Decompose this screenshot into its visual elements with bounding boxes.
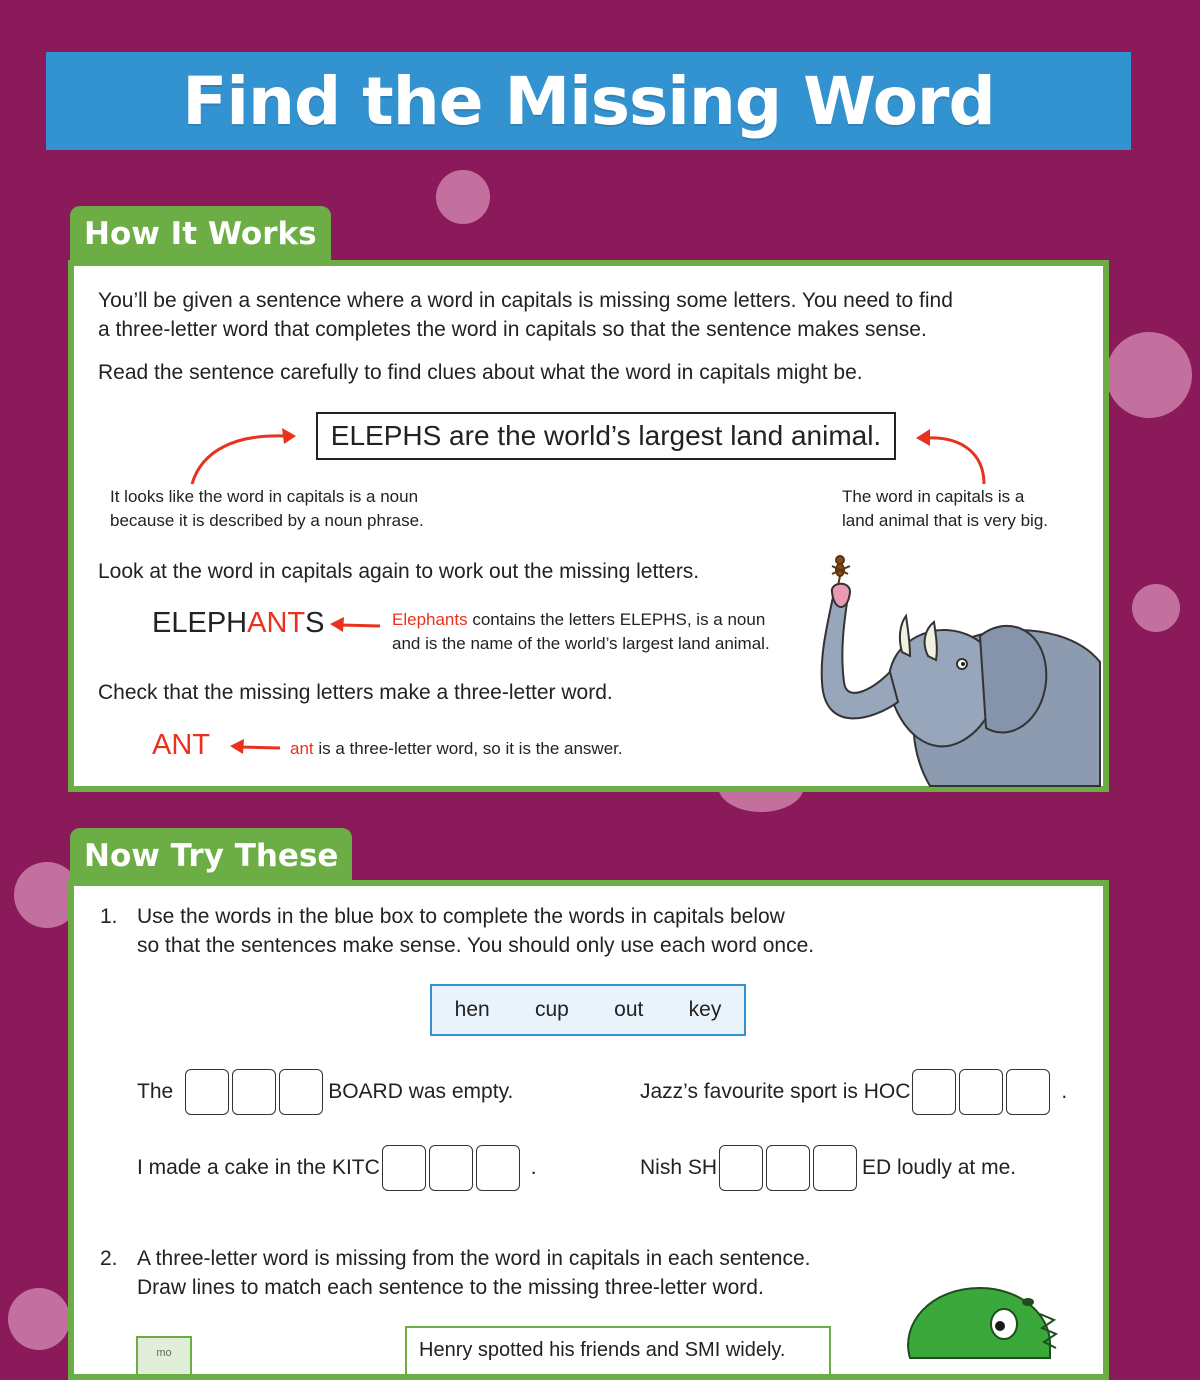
q1-line-1: Use the words in the blue box to complete the words in capitals below [137,905,785,928]
word-bank-item: out [614,998,644,1021]
how-it-works-heading: How It Works [84,216,317,252]
word-suffix: S [305,607,325,639]
example-sentence-box [316,412,896,460]
how-it-works-tab [70,206,331,264]
elephants-note-rest: contains the letters ELEPHS, is a noun [467,610,766,629]
answer-highlight: ant [290,739,314,758]
decorative-bubble [436,170,490,224]
sentence-3-before: I made a cake in the KITC [137,1156,380,1179]
sentence-1-before: The [137,1080,174,1103]
sentence-3-after: . [530,1156,537,1179]
word-bank-item: hen [454,998,490,1021]
answer-note [290,736,623,761]
q2-number: 2. [100,1247,118,1270]
answer-note-rest: is a three-letter word, so it is the answer. [313,739,623,758]
decorative-bubble [8,1288,70,1350]
decorative-bubble [1106,332,1192,418]
intro-line-2: a three-letter word that completes the word in capitals so that the sentence makes sense. [98,318,927,341]
sentence-4-after: ED loudly at me. [862,1156,1017,1179]
sentence-2 [640,1069,1067,1115]
read-line: Read the sentence carefully to find clues about what the word in capitals might be. [98,361,863,384]
right-curved-arrow-icon [912,424,992,488]
elephants-highlight: Elephants [392,610,468,629]
sentence-2-after: . [1061,1080,1068,1103]
q2-line-1: A three-letter word is missing from the word in capitals in each sentence. [137,1247,811,1270]
match-answer-option-text: mo [156,1347,172,1359]
intro-line-1: You’ll be given a sentence where a word in capitals is missing some letters. You need to find [98,289,953,312]
right-note-line-1: The word in capitals is a [842,487,1025,506]
dinosaur-illustration [900,1284,1060,1358]
match-sentence-box[interactable] [405,1326,831,1376]
left-note-line-2: because it is described by a noun phrase. [110,511,424,530]
sentence-2-answer-boxes[interactable] [912,1069,1053,1115]
elephant-illustration [810,552,1104,786]
word-prefix: ELEPH [152,607,248,639]
word-missing-letters: ANT [247,607,306,639]
match-answer-option[interactable] [136,1336,192,1376]
sentence-4 [640,1145,1016,1191]
arrow-left-icon [328,616,382,634]
q2-line-2: Draw lines to match each sentence to the missing three-letter word. [137,1276,764,1299]
title-banner [46,52,1131,150]
word-bank-box [430,984,746,1036]
q1-line-2: so that the sentences make sense. You should only use each word once. [137,934,815,957]
sentence-2-before: Jazz’s favourite sport is HOC [640,1080,911,1103]
ant-icon [832,556,850,586]
arrow-left-icon [228,738,282,756]
decorative-bubble [1132,584,1180,632]
sentence-4-before: Nish SH [640,1156,718,1179]
sentence-1-answer-boxes[interactable] [185,1069,326,1115]
word-bank-item: key [688,998,722,1021]
page-title: Find the Missing Word [182,62,995,140]
left-note-line-1: It looks like the word in capitals is a noun [110,487,419,506]
elephants-word [152,606,324,640]
q1-number: 1. [100,905,118,928]
look-line: Look at the word in capitals again to work out the missing letters. [98,560,700,583]
sentence-3-answer-boxes[interactable] [382,1145,523,1191]
word-bank-item: cup [534,998,569,1021]
sentence-3 [137,1145,537,1191]
now-try-these-heading: Now Try These [84,838,339,874]
now-try-these-tab [70,828,352,886]
right-note-line-2: land animal that is very big. [842,511,1048,530]
elephants-note-line-1 [392,607,765,632]
elephants-note-line-2: and is the name of the world’s largest land animal. [392,634,770,653]
sentence-1-after: BOARD was empty. [328,1080,514,1103]
sentence-4-answer-boxes[interactable] [719,1145,860,1191]
left-curved-arrow-icon [186,424,302,488]
match-sentence-text: Henry spotted his friends and SMI widely. [419,1339,786,1361]
example-sentence: ELEPHS are the world’s largest land animal. [330,420,882,451]
answer-word: ANT [152,729,210,761]
check-line: Check that the missing letters make a three-letter word. [98,681,613,704]
sentence-1 [137,1069,513,1115]
